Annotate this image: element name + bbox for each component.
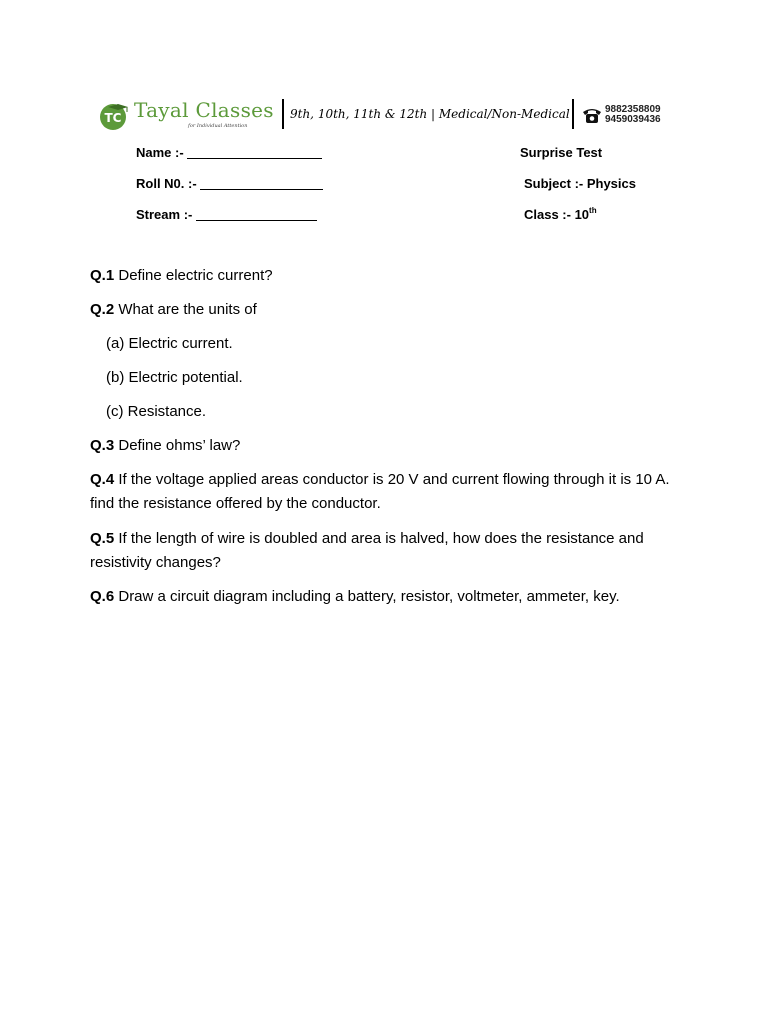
logo: [96, 98, 276, 134]
telephone-icon: [582, 106, 602, 124]
logo-tagline: for Individual Attention: [188, 123, 248, 129]
question-text: What are the units of: [114, 301, 257, 318]
question-3: [90, 434, 690, 458]
question-5: [90, 527, 690, 575]
question-2-part-b: (b) Electric potential.: [106, 369, 243, 386]
question-2-part-a: (a) Electric current.: [106, 335, 233, 352]
divider: [572, 99, 574, 129]
name-label: Name :-: [136, 145, 188, 160]
question-6: [90, 585, 690, 609]
roll-label: Roll N0. :-: [136, 176, 201, 191]
question-number: Q.2: [90, 301, 115, 318]
question-text: Define electric current?: [114, 267, 273, 284]
question-1: [90, 264, 690, 288]
logo-name: Tayal Classes: [134, 98, 274, 122]
question-4: [90, 468, 690, 516]
class-superscript: th: [589, 206, 597, 215]
name-field: [136, 145, 322, 160]
question-text: If the length of wire is doubled and area is halved, how does the resistance and resistivity changes?: [90, 530, 644, 571]
question-number: Q.4: [90, 471, 115, 488]
stream-blank[interactable]: [196, 207, 317, 221]
question-text: If the voltage applied areas conductor is 20 V and current flowing through it is 10 A. find the resistance offered by the conductor.: [90, 471, 670, 512]
subject: Subject :- Physics: [524, 176, 636, 191]
phone-numbers: [605, 105, 661, 125]
test-type: Surprise Test: [520, 145, 603, 160]
question-number: Q.6: [90, 588, 115, 605]
class-label: Class :- 10: [524, 207, 590, 222]
roll-blank[interactable]: [200, 176, 323, 190]
phone-number: 9882358809: [605, 104, 661, 115]
phone-number: 9459039436: [605, 114, 661, 125]
roll-field: [136, 176, 323, 191]
name-blank[interactable]: [187, 145, 322, 159]
logo-icon: [98, 100, 130, 132]
class-tagline: 9th, 10th, 11th & 12th | Medical/Non-Medical: [290, 107, 570, 121]
svg-text:TC: TC: [104, 111, 122, 125]
question-number: Q.1: [90, 267, 115, 284]
divider: [282, 99, 284, 129]
class-field: [524, 207, 597, 222]
stream-field: [136, 207, 317, 222]
question-text: Define ohms’ law?: [114, 437, 241, 454]
letterhead: [96, 96, 676, 136]
question-2: [90, 298, 690, 322]
question-text: Draw a circuit diagram including a battery, resistor, voltmeter, ammeter, key.: [114, 588, 620, 605]
question-2-part-c: (c) Resistance.: [106, 403, 207, 420]
question-number: Q.5: [90, 530, 115, 547]
stream-label: Stream :-: [136, 207, 196, 222]
question-number: Q.3: [90, 437, 115, 454]
